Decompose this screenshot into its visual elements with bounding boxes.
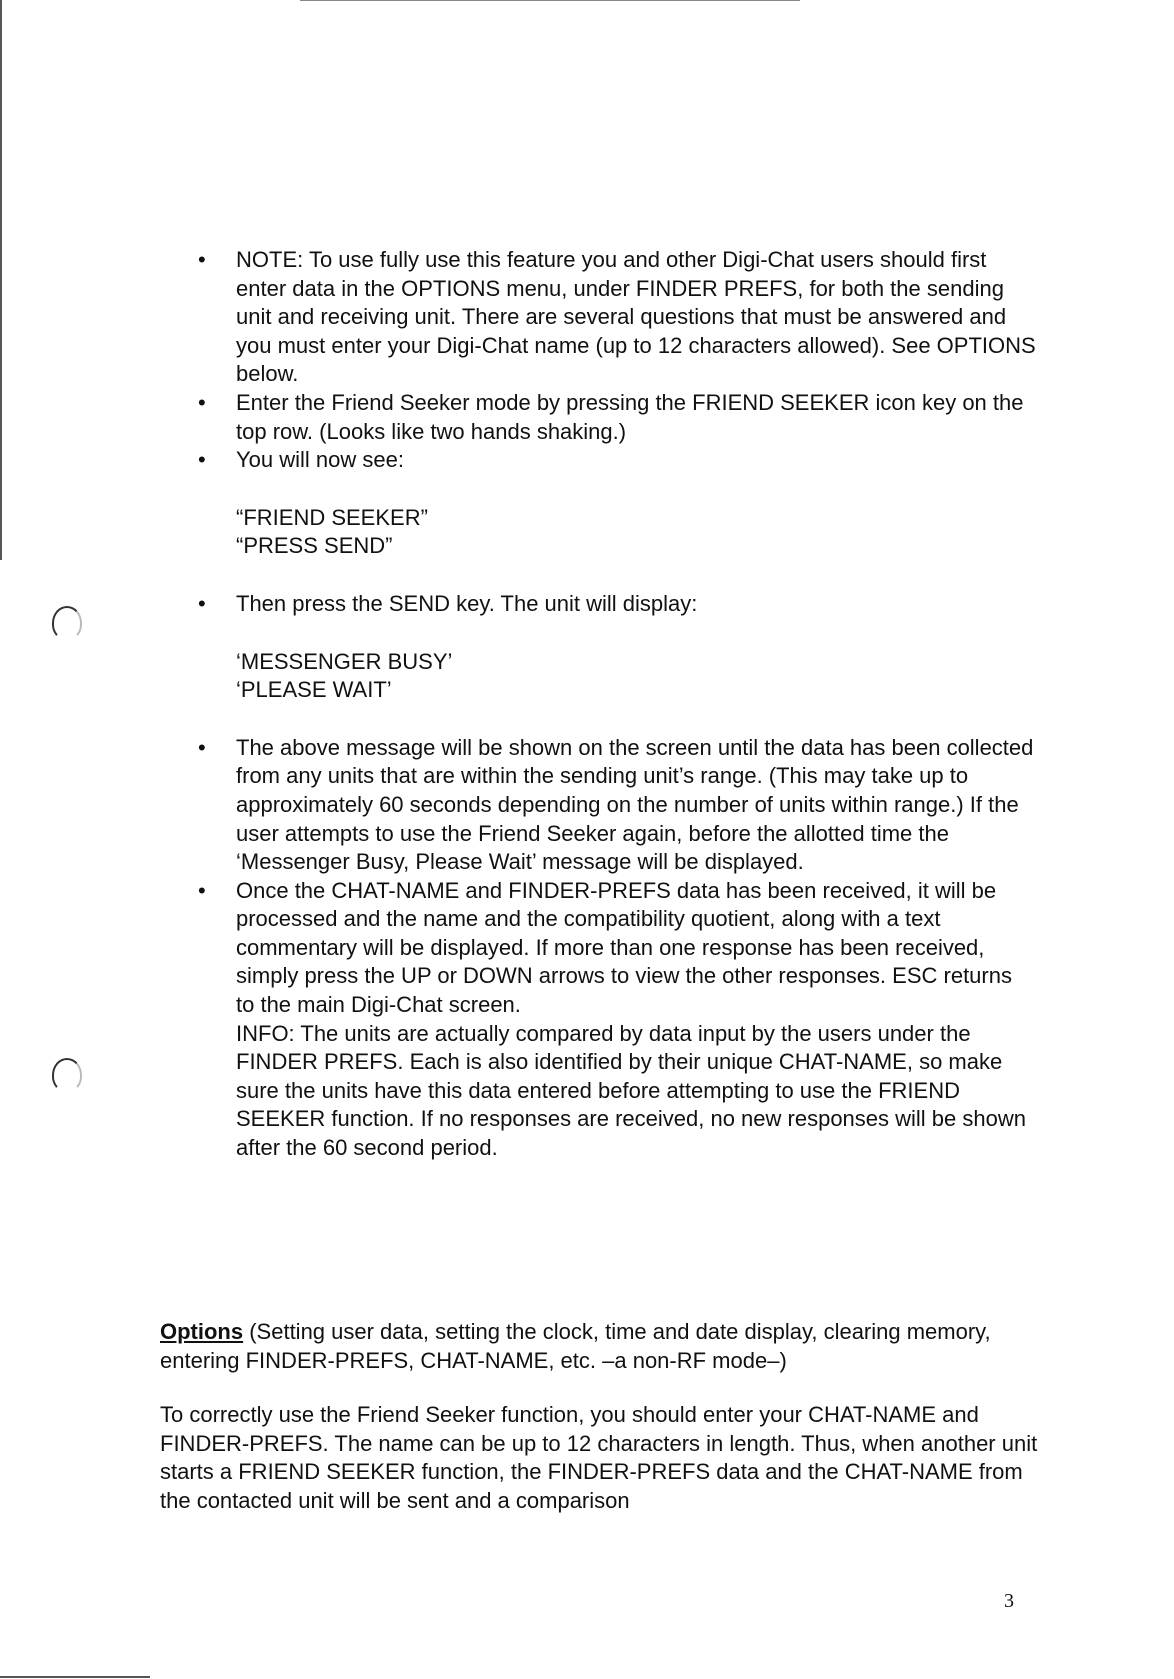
scan-edge-bottom	[0, 1676, 150, 1678]
scan-edge-top	[300, 0, 800, 1]
list-item	[196, 734, 1036, 877]
punch-hole-top	[52, 606, 82, 640]
list-item	[196, 877, 1036, 1163]
options-heading: Options	[160, 1319, 244, 1344]
bullet-icon: •	[198, 389, 206, 415]
options-heading-description: (Setting user data, setting the clock, time and date display, clearing memory, entering FINDER-PREFS, CHAT-NAME, etc. –a non-RF mode–)	[160, 1319, 991, 1373]
bullet-icon: •	[198, 877, 206, 903]
options-section	[160, 1318, 1040, 1542]
list-item-text: Enter the Friend Seeker mode by pressing the FRIEND SEEKER icon key on the top row. (Looks like two hands shaking.)	[236, 389, 1024, 444]
friend-seeker-instructions	[196, 246, 1036, 1163]
bullet-icon: •	[198, 590, 206, 616]
bullet-icon: •	[198, 447, 206, 473]
punch-hole-bottom	[52, 1058, 82, 1092]
list-item-text: You will now see:	[236, 447, 404, 473]
info-note: INFO: The units are actually compared by data input by the users under the FINDER PREFS. Each is also identified by their unique CHAT-NAME, so make sure the units have this data entered before attempting to use the FRIEND SEEKER function. If no responses are received, no new responses will be shown after the 60 second period.	[236, 1020, 1026, 1161]
display-line: ‘PLEASE WAIT’	[236, 677, 392, 703]
list-item-text: The above message will be shown on the screen until the data has been collected from any units that are within the sending unit’s range. (This may take up to approximately 60 seconds depending on the number of units within range.) If the user attempts to use the Friend Seeker again, before the allotted time the ‘Messenger Busy, Please Wait’ message will be displayed.	[236, 734, 1034, 875]
list-item-text: NOTE: To use fully use this feature you and other Digi-Chat users should first enter data in the OPTIONS menu, under FINDER PREFS, for both the sending unit and receiving unit. There are several questions that must be answered and you must enter your Digi-Chat name (up to 12 characters allowed). See OPTIONS below.	[236, 247, 1036, 387]
list-item-text: Then press the SEND key. The unit will display:	[236, 590, 698, 616]
bullet-icon: •	[198, 734, 206, 760]
list-item	[196, 446, 1036, 590]
display-line: “FRIEND SEEKER”	[236, 504, 428, 530]
list-item-text: Once the CHAT-NAME and FINDER-PREFS data has been received, it will be processed and the name and the compatibility quotient, along with a text commentary will be displayed. If more than one response has been received, simply press the UP or DOWN arrows to view the other responses. ESC returns to the main Digi-Chat screen.	[236, 877, 1012, 1018]
list-item	[196, 246, 1036, 389]
display-line: ‘MESSENGER BUSY’	[236, 648, 453, 674]
options-paragraph: To correctly use the Friend Seeker function, you should enter your CHAT-NAME and FINDER-PREFS. The name can be up to 12 characters in length. Thus, when another unit starts a FRIEND SEEKER function, the FINDER-PREFS data and the CHAT-NAME from the contacted unit will be sent and a comparison	[160, 1402, 1038, 1513]
page-number: 3	[1004, 1590, 1014, 1612]
scan-edge-left	[0, 0, 2, 560]
list-item	[196, 389, 1036, 446]
list-item	[196, 590, 1036, 734]
display-line: “PRESS SEND”	[236, 533, 393, 559]
options-intro	[160, 1318, 1040, 1375]
bullet-icon: •	[198, 247, 206, 272]
